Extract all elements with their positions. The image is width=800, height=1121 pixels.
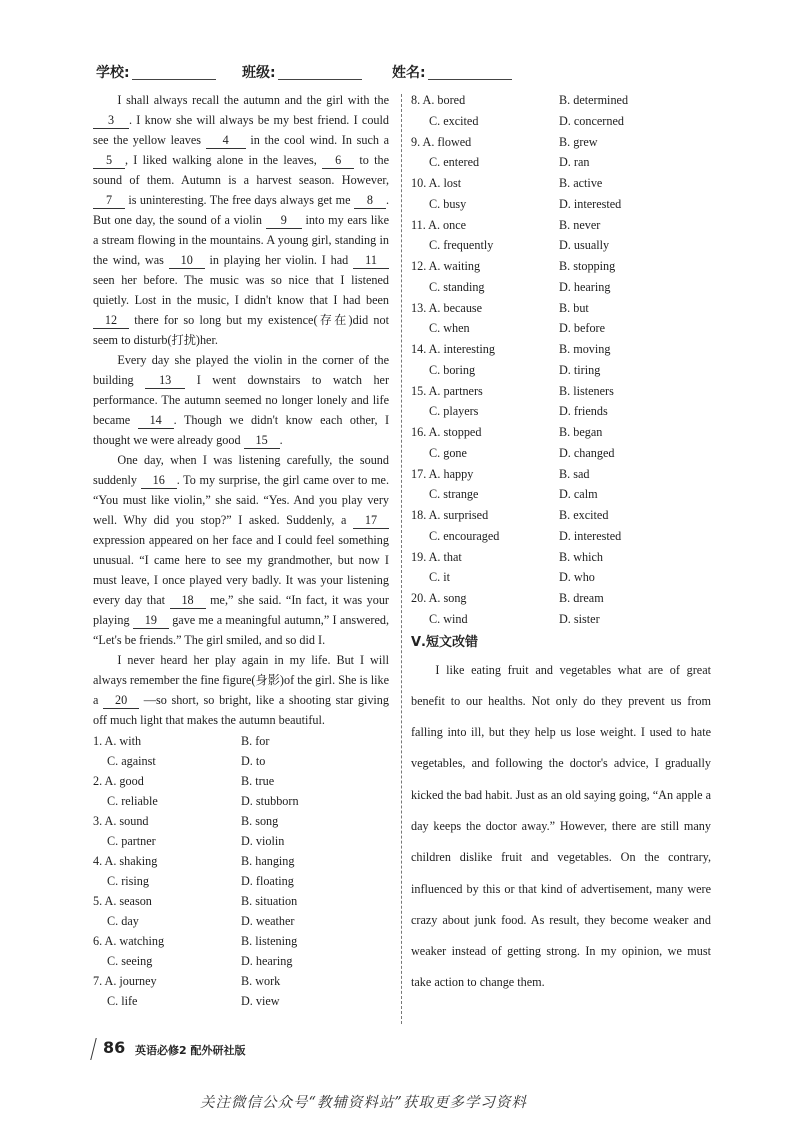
option-row [411, 152, 711, 173]
blank-13: 13 [145, 373, 185, 389]
option-row [93, 911, 389, 931]
option-b[interactable]: B. grew [559, 134, 598, 149]
footer-slash-icon [90, 1038, 97, 1060]
option-b[interactable]: B. true [241, 774, 275, 788]
option-row [411, 464, 711, 485]
option-c[interactable]: C. players [429, 404, 479, 419]
option-d[interactable]: D. to [241, 754, 266, 768]
option-b[interactable]: B. work [241, 974, 281, 988]
blank-6: 6 [322, 153, 354, 169]
option-row [93, 831, 389, 851]
option-a[interactable]: 19. A. that [411, 549, 462, 564]
blank-9: 9 [266, 213, 302, 229]
option-c[interactable]: C. it [429, 570, 450, 585]
passage-paragraph-4: I never heard her play again in my life. But I will always remember the fine figure(身影)of the girl. She is like a 20 —so short, so bright, like a shooting star giving off much light that makes the autumn beautiful. [93, 653, 389, 727]
option-row [411, 443, 711, 464]
option-c[interactable]: C. reliable [107, 794, 158, 808]
option-b[interactable]: B. active [559, 176, 603, 190]
school-label: 学校: [96, 65, 130, 81]
school-field[interactable] [96, 62, 216, 82]
option-a[interactable]: 1. A. with [93, 734, 142, 748]
option-row [411, 422, 711, 443]
school-line [132, 66, 216, 80]
column-divider [401, 94, 402, 1024]
blank-15: 15 [244, 433, 280, 449]
option-row [411, 609, 711, 630]
option-row [411, 215, 711, 236]
option-c[interactable]: C. boring [429, 362, 476, 377]
option-row [411, 381, 711, 402]
option-c[interactable]: C. busy [429, 196, 467, 211]
blank-16: 16 [141, 473, 177, 489]
option-a[interactable]: 11. A. once [411, 217, 467, 232]
option-a[interactable]: 14. A. interesting [411, 342, 495, 356]
blank-10: 10 [169, 253, 205, 269]
option-c[interactable]: C. partner [107, 834, 156, 848]
option-a[interactable]: 20. A. song [411, 591, 467, 605]
option-b[interactable]: B. for [241, 734, 270, 748]
option-row [93, 951, 389, 971]
class-line [278, 66, 362, 80]
option-a[interactable]: 10. A. lost [411, 176, 462, 190]
option-a[interactable]: 2. A. good [93, 774, 144, 788]
option-row [93, 731, 389, 751]
option-b[interactable]: B. never [559, 217, 601, 232]
option-a[interactable]: 8. A. bored [411, 93, 466, 107]
option-d[interactable]: D. ran [559, 155, 590, 170]
option-row [411, 256, 711, 277]
options-list-left [93, 731, 389, 1011]
blank-8: 8 [354, 193, 386, 209]
option-d[interactable]: D. friends [559, 404, 608, 419]
option-a[interactable]: 7. A. journey [93, 974, 157, 988]
option-c[interactable]: C. excited [429, 113, 479, 128]
option-b[interactable]: B. determined [559, 93, 629, 107]
option-row [411, 360, 711, 381]
option-d[interactable]: D. interested [559, 528, 622, 543]
correction-passage: I like eating fruit and vegetables what are of great benefit to our healths. Not only do they prevent us from falling into ill, but they help us lose weight. I used to hate vegetables, and following the doctor's advice, I gradually kicked the bad habit. Just as an old saying going, “An apple a day keeps the doctor away.” However, there are still many children dislike fruit and vegetables. On the contrary, influenced by this or that kind of advertisement, many were crazy about junk food. As result, they become weaker and weaker instead of getting strong. In my opinion, we must take action to change them. [411, 662, 711, 990]
option-c[interactable]: C. encouraged [429, 528, 500, 543]
option-row [411, 505, 711, 526]
blank-3: 3 [93, 113, 129, 129]
option-c[interactable]: C. when [429, 321, 470, 336]
option-c[interactable]: C. gone [429, 445, 467, 460]
left-column [93, 90, 389, 1011]
option-d[interactable]: D. usually [559, 238, 610, 253]
section-title-correction: Ⅴ.短文改错 [411, 634, 478, 650]
option-row [93, 751, 389, 771]
option-d[interactable]: D. before [559, 321, 606, 336]
student-info-header [96, 62, 556, 86]
options-list-right [411, 90, 711, 630]
option-row [93, 891, 389, 911]
option-a[interactable]: 17. A. happy [411, 466, 474, 481]
blank-18: 18 [170, 593, 206, 609]
blank-11: 11 [353, 253, 389, 269]
passage-paragraph-3: One day, when I was listening carefully, the sound suddenly 16 . To my surprise, the girl came over to me. “You must like violin,” she said. “Yes. And you play very well. Why did you stop?” I asked. Suddenly, a 17 expression appeared on her face and I could feel something unusual. “I came here to see my grandmother, but now I must leave, I once played very badly. It was your listening every day that 18 me,” she said. “In fact, it was your playing 19 gave me a meaningful autumn,” I answered, “Let's be friends.” The girl smiled, and so did I. [93, 453, 390, 647]
option-row [411, 567, 711, 588]
option-row [93, 931, 389, 951]
option-b[interactable]: B. which [559, 549, 604, 564]
option-b[interactable]: B. stopping [559, 259, 616, 273]
option-c[interactable]: C. seeing [107, 954, 153, 968]
option-c[interactable]: C. rising [107, 874, 149, 888]
option-c[interactable]: C. entered [429, 155, 480, 170]
option-row [411, 547, 711, 568]
option-d[interactable]: D. tiring [559, 362, 601, 377]
option-d[interactable]: D. stubborn [241, 794, 299, 808]
option-d[interactable]: D. changed [559, 445, 615, 460]
option-d[interactable]: D. violin [241, 834, 285, 848]
option-d[interactable]: D. hearing [559, 279, 611, 294]
option-row [411, 277, 711, 298]
option-b[interactable]: B. listeners [559, 383, 614, 398]
option-row [93, 811, 389, 831]
class-label: 班级: [242, 65, 276, 81]
option-row [93, 991, 389, 1011]
option-a[interactable]: 9. A. flowed [411, 134, 472, 149]
option-row [93, 851, 389, 871]
option-d[interactable]: D. who [559, 570, 595, 585]
option-c[interactable]: C. day [107, 914, 139, 928]
option-row [411, 235, 711, 256]
option-a[interactable]: 5. A. season [93, 894, 152, 908]
option-row [411, 526, 711, 547]
class-field[interactable] [242, 62, 362, 82]
option-c[interactable]: C. strange [429, 487, 479, 502]
option-b[interactable]: B. situation [241, 894, 298, 908]
option-c[interactable]: C. against [107, 754, 156, 768]
option-b[interactable]: B. dream [559, 591, 604, 605]
blank-14: 14 [138, 413, 174, 429]
option-row [411, 298, 711, 319]
blank-12: 12 [93, 313, 129, 329]
name-label: 姓名: [392, 65, 426, 81]
option-c[interactable]: C. wind [429, 611, 468, 626]
option-row [93, 791, 389, 811]
option-b[interactable]: B. began [559, 425, 603, 439]
option-b[interactable]: B. listening [241, 934, 298, 948]
passage-paragraph-1: I shall always recall the autumn and the girl with the 3 . I know she will always be my best friend. I could see the yellow leaves 4 in the cool wind. In such a 5 , I liked walking alone in the leaves, 6 to the sound of them. Autumn is a harvest season. However, 7 is uninteresting. The free days always get me 8 . But one day, the sound of a violin 9 into my ears like a stream flowing in the mountains. A young girl, standing in the wind, was 10 in playing her violin. I had 11 seen her before. The music was so nice that I listened quietly. Lost in the music, I didn't know that I had been 12 there for so long but my existence(存在)did not seem to disturb(打扰)her. [93, 93, 390, 347]
option-b[interactable]: B. sad [559, 466, 590, 481]
option-row [411, 318, 711, 339]
option-a[interactable]: 12. A. waiting [411, 259, 481, 273]
passage-paragraph-2: Every day she played the violin in the corner of the building 13 I went downstairs to watch her performance. The autumn seemed no longer lonely and life became 14 . Though we didn't know each other, I thought we were already good 15 . [93, 353, 390, 447]
option-d[interactable]: D. hearing [241, 954, 293, 968]
option-b[interactable]: B. song [241, 814, 279, 828]
option-d[interactable]: D. sister [559, 611, 600, 626]
option-row [411, 339, 711, 360]
option-d[interactable]: D. floating [241, 874, 294, 888]
blank-7: 7 [93, 193, 125, 209]
blank-19: 19 [133, 613, 169, 629]
option-b[interactable]: B. hanging [241, 854, 295, 868]
option-b[interactable]: B. but [559, 300, 589, 315]
option-d[interactable]: D. interested [559, 196, 622, 211]
option-b[interactable]: B. excited [559, 508, 609, 522]
blank-5: 5 [93, 153, 125, 169]
right-column [411, 90, 711, 999]
option-d[interactable]: D. weather [241, 914, 295, 928]
option-a[interactable]: 15. A. partners [411, 383, 483, 398]
option-b[interactable]: B. moving [559, 342, 611, 356]
option-c[interactable]: C. life [107, 994, 138, 1008]
option-row [93, 871, 389, 891]
blank-4: 4 [206, 133, 246, 149]
option-c[interactable]: C. standing [429, 279, 485, 294]
blank-17: 17 [353, 513, 389, 529]
option-row [411, 132, 711, 153]
option-d[interactable]: D. view [241, 994, 280, 1008]
option-a[interactable]: 13. A. because [411, 300, 483, 315]
option-row [411, 588, 711, 609]
option-d[interactable]: D. calm [559, 487, 598, 502]
option-row [93, 971, 389, 991]
name-field[interactable] [392, 62, 512, 82]
option-row [411, 173, 711, 194]
option-a[interactable]: 3. A. sound [93, 814, 149, 828]
option-row [411, 111, 711, 132]
option-a[interactable]: 6. A. watching [93, 934, 165, 948]
page-number: 86 [103, 1038, 126, 1057]
option-row [411, 90, 711, 111]
option-a[interactable]: 4. A. shaking [93, 854, 158, 868]
option-row [411, 484, 711, 505]
book-title: 英语必修2 配外研社版 [135, 1044, 246, 1057]
watermark-text: 关注微信公众号“教辅资料站”获取更多学习资料 [200, 1095, 527, 1111]
option-row [411, 194, 711, 215]
option-row [411, 401, 711, 422]
option-row [93, 771, 389, 791]
option-a[interactable]: 16. A. stopped [411, 425, 482, 439]
option-d[interactable]: D. concerned [559, 113, 624, 128]
option-a[interactable]: 18. A. surprised [411, 508, 489, 522]
name-line [428, 66, 512, 80]
option-c[interactable]: C. frequently [429, 238, 494, 253]
blank-20: 20 [103, 693, 139, 709]
